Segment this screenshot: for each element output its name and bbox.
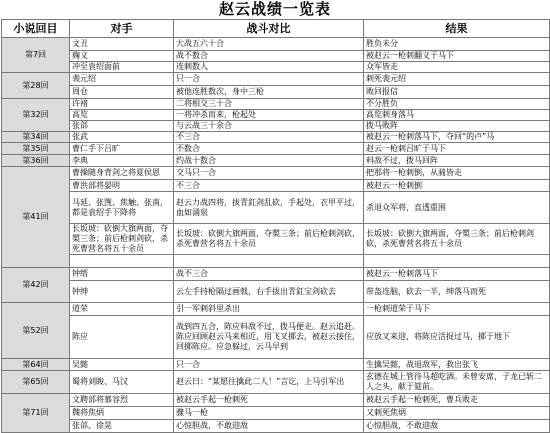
opponent-cell: 吴懿 — [70, 359, 174, 371]
table-row — [2, 62, 550, 73]
battle-cell: 骤马一枪 — [174, 407, 364, 420]
result-cell: 高览刺身落马 — [364, 110, 550, 121]
table-row — [2, 155, 550, 167]
result-cell: 料敌不过，拨马回阵 — [364, 155, 550, 167]
result-cell: 玄德在城上管待马超吃酒。未曾安席，子龙已斩二人之头，献于筵前。 — [364, 371, 550, 394]
battle-cell: 被赵云手起一枪刺死 — [174, 394, 364, 407]
opponent-cell: 张郃 — [70, 121, 174, 132]
header-result: 结果 — [364, 20, 550, 38]
opponent-cell: 文聘部将慕容烈 — [70, 394, 174, 407]
table-row — [2, 268, 550, 281]
battle-cell: 长坂坡：砍倒大旗两面，夺槊三条；前后枪刺剑砍，杀死曹营名将五十余员 — [174, 224, 364, 255]
table-row — [2, 167, 550, 180]
battle-cell: 连刺数人 — [174, 62, 364, 73]
header-row — [2, 20, 550, 38]
result-cell: 应放叉来迎，将陈应活捉过马，掷于地下 — [364, 316, 550, 359]
episode-cell: 第28回 — [2, 73, 70, 99]
header-episode: 小说回目 — [2, 20, 70, 38]
opponent-cell: 周仓 — [70, 86, 174, 99]
table-row — [2, 180, 550, 192]
table-row — [2, 38, 550, 51]
opponent-cell: 蜀将刘睃、马汉 — [70, 371, 174, 394]
opponent-cell: 高览 — [70, 110, 174, 121]
table-row — [2, 132, 550, 143]
battle-cell: 与云战三十余合 — [174, 121, 364, 132]
table-row — [2, 99, 550, 110]
episode-cell: 第52回 — [2, 303, 70, 359]
episode-cell: 第42回 — [2, 268, 70, 303]
table-row — [2, 224, 550, 255]
battle-cell: 云左手持枪隔过画戟，右手拔出青釭宝剑砍去 — [174, 281, 364, 303]
battle-cell: 不数合 — [174, 143, 364, 155]
battle-cell: 被他连胜数次，身中三枪 — [174, 86, 364, 99]
opponent-cell: 魏将焦炳 — [70, 407, 174, 420]
opponent-cell: 钟绅 — [70, 281, 174, 303]
battle-cell: 二将相交三十合 — [174, 99, 364, 110]
table-row — [2, 359, 550, 371]
episode-cell: 第32回 — [2, 99, 70, 132]
opponent-cell: 曹操随身背剑之将夏侯恩 — [70, 167, 174, 180]
result-cell: 众军皆走 — [364, 62, 550, 73]
result-cell: 刺死裴元绍 — [364, 73, 550, 86]
episode-cell: 第71回 — [2, 394, 70, 433]
table-row — [2, 255, 550, 268]
battle-cell: 不三合 — [174, 180, 364, 192]
header-battle: 战斗对比 — [174, 20, 364, 38]
result-cell: 又刺死焦炳 — [364, 407, 550, 420]
table-row — [2, 86, 550, 99]
result-cell: 心惊胆战，不敢迎敌 — [364, 420, 550, 433]
header-opponent: 对手 — [70, 20, 174, 38]
opponent-cell — [70, 255, 174, 268]
battle-cell: 只一合 — [174, 73, 364, 86]
opponent-cell: 冲至袁绍面前 — [70, 62, 174, 73]
result-cell: 被赵云一枪刺翻义于马下 — [364, 51, 550, 62]
result-cell: 把那将一枪刺倒，从骑皆走 — [364, 167, 550, 180]
battle-cell: 战不三合 — [174, 268, 364, 281]
opponent-cell: 道荣 — [70, 303, 174, 316]
opponent-cell: 陈应 — [70, 316, 174, 359]
result-cell: 生擒吴懿，战退敌军，救出张飞 — [364, 359, 550, 371]
opponent-cell: 李典 — [70, 155, 174, 167]
battle-cell: 只一合 — [174, 359, 364, 371]
opponent-cell: 曹仁手下吕旷 — [70, 143, 174, 155]
battle-cell: 交马只一合 — [174, 167, 364, 180]
battle-cell: 心惊胆战，不敢迎敌 — [174, 420, 364, 433]
result-cell: 被赵云一枪刺倒 — [364, 180, 550, 192]
table-row — [2, 192, 550, 224]
result-cell: 一枪刺道荣于马下 — [364, 303, 550, 316]
result-cell — [364, 255, 550, 268]
result-cell: 赵云一枪刺吕旷于马下 — [364, 143, 550, 155]
battle-cell: 大战五六十合 — [174, 38, 364, 51]
table-row — [2, 143, 550, 155]
result-cell: 拨马败阵 — [364, 121, 550, 132]
table-row — [2, 316, 550, 359]
result-cell: 杀退众军将，直透重围 — [364, 192, 550, 224]
result-cell: 被赵云一枪刺落马下 — [364, 268, 550, 281]
episode-cell: 第41回 — [2, 167, 70, 268]
episode-cell: 第35回 — [2, 143, 70, 155]
battle-record-table — [1, 19, 550, 433]
opponent-cell: 许褚 — [70, 99, 174, 110]
table-row — [2, 394, 550, 407]
result-cell: 胜负未分 — [364, 38, 550, 51]
battle-cell: 引一军刺斜里杀出 — [174, 303, 364, 316]
table-row — [2, 303, 550, 316]
battle-cell: 一将冲杀而来，枪起处 — [174, 110, 364, 121]
result-cell: 败回报信 — [364, 86, 550, 99]
opponent-cell: 麹义 — [70, 51, 174, 62]
result-cell: 被赵云手起一枪刺死，曹兵败走 — [364, 394, 550, 407]
table-row — [2, 407, 550, 420]
result-cell: 不分胜负 — [364, 99, 550, 110]
battle-cell: 约战十数合 — [174, 155, 364, 167]
opponent-cell: 钟缙 — [70, 268, 174, 281]
table-row — [2, 51, 550, 62]
battle-cell: 赵云力战四将，拔青釭剑乱砍，手起处，衣甲平过，血如涌泉 — [174, 192, 364, 224]
page-title: 赵云战绩一览表 — [218, 0, 331, 18]
result-cell: 带盔连脑，砍去一半，绅落马而死 — [364, 281, 550, 303]
battle-cell: 不三合 — [174, 132, 364, 143]
episode-cell: 第36回 — [2, 155, 70, 167]
episode-cell: 第7回 — [2, 38, 70, 73]
opponent-cell: 曹洪部将晏明 — [70, 180, 174, 192]
battle-cell: 战不数合 — [174, 51, 364, 62]
result-cell: 被赵云一枪刺落马下，夺回“的卢”马 — [364, 132, 550, 143]
opponent-cell: 张郃、徐晃 — [70, 420, 174, 433]
opponent-cell: 裴元绍 — [70, 73, 174, 86]
table-row — [2, 121, 550, 132]
episode-cell: 第64回 — [2, 359, 70, 371]
opponent-cell: 马延、张觊、焦触、张南，都是袁绍手下降将 — [70, 192, 174, 224]
table-row — [2, 281, 550, 303]
battle-cell — [174, 255, 364, 268]
table-row — [2, 73, 550, 86]
table-row — [2, 110, 550, 121]
battle-cell: 战到四五合，陈应料敌不过，拨马便走。赵云追赶。陈应回顾赵云马来相近，用飞叉掷去，被赵云接住，回掷陈应。应急躲过，云马早到 — [174, 316, 364, 359]
table-row — [2, 371, 550, 394]
opponent-cell: 长坂坡：砍倒大旗两面，夺槊三条；前后枪刺剑砍，杀死曹营名将五十余员 — [70, 224, 174, 255]
episode-cell: 第65回 — [2, 371, 70, 394]
table-row — [2, 420, 550, 433]
table-body — [2, 38, 550, 433]
opponent-cell: 张武 — [70, 132, 174, 143]
opponent-cell: 文丑 — [70, 38, 174, 51]
battle-cell: 赵云曰：“某愿往擒此二人！”言讫，上马引军出 — [174, 371, 364, 394]
episode-cell: 第34回 — [2, 132, 70, 143]
result-cell: 长坂坡：砍倒大旗两面，夺槊三条；前后枪刺剑砍，杀死曹营名将五十余员 — [364, 224, 550, 255]
